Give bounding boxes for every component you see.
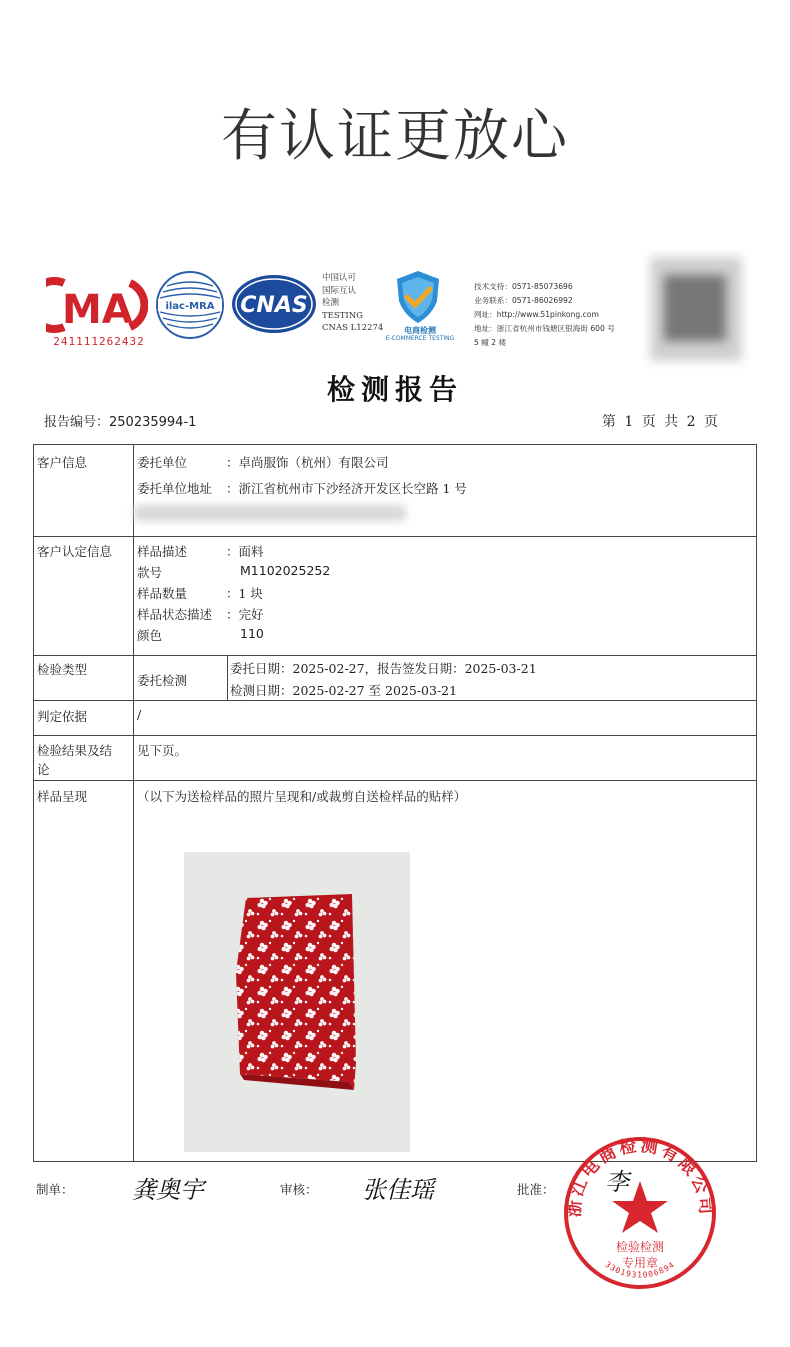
cnas-info-line: TESTING [322,310,363,321]
conclusion-label-line1: 检验结果及结 [37,743,113,758]
report-title: 检测报告 [326,373,463,406]
sample-field-label: 款号 [137,565,163,580]
ilac-text: ilac-MRA [165,301,215,312]
cnas-logo [230,273,318,335]
sample-presentation-note: （以下为送检样品的照片呈现和/或裁剪自送检样品的贴样） [137,789,467,804]
qr-code [650,257,742,361]
entrust-unit-label: 委托单位 [137,455,188,470]
client-info-label: 客户信息 [37,455,88,470]
report-number [44,411,196,430]
contact-line: 技术支持：0571-85073696 [474,282,573,291]
sample-field-value: ：面料 [226,544,264,559]
column-divider [227,655,228,700]
row-divider [34,536,756,537]
stamp-center-line2: 专用章 [621,1256,659,1270]
column-divider [133,445,134,1162]
sample-presentation-label: 样品呈现 [37,789,88,804]
fabric-sample-photo [184,852,410,1152]
entrust-issue-dates: 委托日期：2025-02-27，报告签发日期：2025-03-21 [230,661,537,676]
ilac-mra-logo [155,270,225,340]
stamp-center-line1: 检验检测 [615,1240,665,1254]
entrust-unit-value: ：卓尚服饰（杭州）有限公司 [226,455,389,470]
contact-line: 网址：http://www.51pinkong.com [474,310,599,319]
approve-signature: 李 [605,1168,629,1196]
sample-field-label: 样品状态描述 [137,607,213,622]
cma-letters: MA [62,287,133,333]
row-divider [34,780,756,781]
cma-logo [46,277,148,333]
report-number-label: 报告编号： [44,415,110,430]
basis-label: 判定依据 [37,709,88,724]
cnas-info [322,272,383,335]
official-stamp [560,1133,720,1293]
client-confirmed-label: 客户认定信息 [37,544,113,559]
sample-field-value: 110 [240,626,264,641]
shield-check-icon [394,269,442,325]
maker-signature: 龚奥宇 [132,1176,204,1204]
certification-logo-bar [0,255,790,365]
maker-label: 制单： [36,1182,74,1197]
stamp-ring-text: 浙江电商检测有限公司 [564,1135,716,1218]
ecommerce-label: 电商检测 [404,326,436,335]
entrust-address-value: ：浙江省杭州市下沙经济开发区长空路 1 号 [226,481,467,496]
redacted-line [134,505,406,521]
report-number-value: 250235994-1 [109,415,197,430]
test-dates: 检测日期：2025-02-27 至 2025-03-21 [230,683,458,698]
approve-label: 批准： [517,1182,555,1197]
contact-line: 5 幢 2 楼 [474,338,507,347]
cnas-info-line: 国际互认 [322,285,357,296]
cnas-info-line: 检测 [322,298,340,308]
contact-line: 地址：浙江省杭州市钱塘区银海街 600 号 [474,324,615,333]
cnas-info-line: CNAS L12274 [322,323,384,333]
ecommerce-sub: E-COMMERCE TESTING [385,335,455,342]
row-divider [34,700,756,701]
sample-field-value: M1102025252 [240,563,331,578]
cma-number: 241111262432 [53,335,145,348]
contact-info [474,280,615,350]
cnas-info-line: 中国认可 [322,273,357,283]
sample-field-label: 样品描述 [137,544,188,559]
inspection-type-value: 委托检测 [137,673,188,688]
cnas-text: CNAS [240,293,308,318]
review-signature: 张佳瑶 [362,1176,434,1204]
stamp-number: 3301931006894 [603,1259,677,1280]
conclusion-label-line2: 论 [37,762,50,777]
conclusion-value: 见下页。 [137,743,188,758]
row-divider [34,735,756,736]
page-headline: 有认证更放心 [221,104,569,169]
review-label: 审核： [280,1182,318,1197]
sample-field-label: 颜色 [137,628,163,643]
sample-field-label: 样品数量 [137,586,188,601]
row-divider [34,655,756,656]
page-info: 第 1 页 共 2 页 [601,414,720,430]
entrust-address-label: 委托单位地址 [137,481,213,496]
inspection-type-label: 检验类型 [37,662,88,677]
sample-field-value: ：1 块 [226,586,263,601]
contact-line: 业务联系：0571-86026992 [474,296,573,305]
basis-value: / [137,707,142,722]
sample-field-value: ：完好 [226,607,264,622]
